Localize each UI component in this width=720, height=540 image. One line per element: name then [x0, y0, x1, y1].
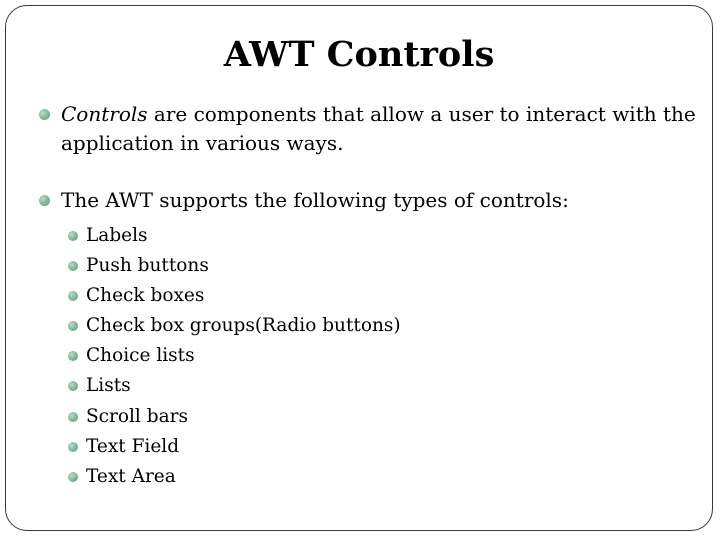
list-item — [28, 341, 708, 371]
list-item-label: Text Field — [86, 435, 180, 457]
controls-term: Controls — [61, 102, 148, 126]
bullet-icon — [68, 442, 78, 452]
list-item — [28, 432, 708, 462]
slide-title: AWT Controls — [223, 34, 495, 75]
bullet-icon — [39, 195, 50, 206]
controls-definition-text: are components that allow a user to interact with the application in various ways. — [61, 102, 696, 155]
bullet-icon — [68, 231, 78, 241]
list-item-label: Choice lists — [86, 345, 195, 367]
bullet-icon — [39, 109, 50, 120]
bullet-controls-definition — [28, 100, 708, 158]
list-item-label: Text Area — [86, 465, 176, 487]
bullet-icon — [68, 321, 78, 331]
bullet-icon — [68, 472, 78, 482]
bullet-icon — [68, 381, 78, 391]
bullet-icon — [68, 261, 78, 271]
list-item — [28, 402, 708, 432]
list-item — [28, 462, 708, 492]
list-item — [28, 251, 708, 281]
list-item-label: Labels — [86, 225, 148, 246]
bullet-icon — [68, 351, 78, 361]
list-item-label: Check box groups(Radio buttons) — [86, 315, 401, 337]
list-item-label: Lists — [86, 375, 131, 397]
slide-content — [28, 100, 708, 492]
list-item — [28, 371, 708, 401]
list-item-label: Scroll bars — [86, 405, 188, 427]
list-item-label: Check boxes — [86, 285, 205, 307]
list-item — [28, 311, 708, 341]
list-item — [28, 281, 708, 311]
list-item — [28, 221, 708, 251]
slide-frame — [5, 5, 713, 531]
control-types-list — [28, 221, 708, 492]
list-item-label: Push buttons — [86, 255, 209, 277]
bullet-icon — [68, 412, 78, 422]
bullet-icon — [68, 291, 78, 301]
bullet-awt-supports — [28, 186, 708, 215]
awt-supports-text: The AWT supports the following types of controls: — [61, 188, 569, 212]
